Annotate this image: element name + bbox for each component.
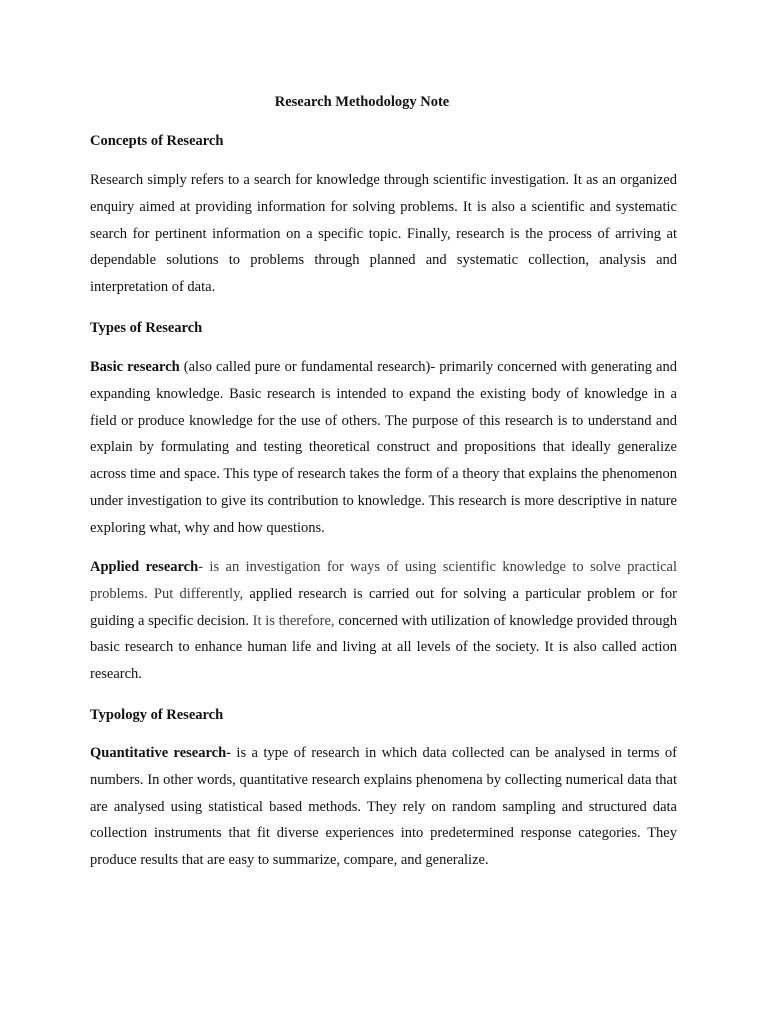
applied-research-text-3: It is therefore, (252, 612, 335, 629)
term-quantitative-research: Quantitative research- (90, 745, 231, 761)
heading-typology-of-research: Typology of Research (90, 707, 224, 723)
paragraph-quantitative-research (90, 740, 677, 874)
term-applied-research: Applied research (90, 559, 199, 575)
paragraph-basic-research (90, 354, 677, 542)
applied-research-text-4: concerned with utilization of knowledge provided through basic research to enhance human life and living at all levels of the society. It is also called action research. (90, 612, 677, 683)
quantitative-research-text: is a type of research in which data collected can be analysed in terms of numbers. In other words, quantitative research explains phenomena by collecting numerical data that are analysed using statistical based methods. They rely on random sampling and structured data collection instruments that fit diverse experiences into predetermined response categories. They produce results that are easy to summarize, compare, and generalize. (90, 745, 677, 869)
term-basic-research: Basic research (90, 359, 180, 375)
paragraph-applied-research (90, 554, 677, 688)
basic-research-text: (also called pure or fundamental research)- primarily concerned with generating and expanding knowledge. Basic research is intended to expand the existing body of knowledge in a field or produce knowledge for the use of others. The purpose of this research is to understand and explain by formulating and testing theoretical construct and propositions that ideally generalize across time and space. This type of research takes the form of a theory that explains the phenomenon under investigation to give its contribution to knowledge. This research is more descriptive in nature exploring what, why and how questions. (90, 359, 677, 536)
applied-research-text-1: - is an investigation for ways of using scientific knowledge to solve practical problems. Put differently, (90, 559, 677, 602)
paragraph-concepts: Research simply refers to a search for knowledge through scientific investigation. It as an organized enquiry aimed at providing information for solving problems. It is also a scientific and systematic search for pertinent information on a specific topic. Finally, research is the process of arriving at dependable solutions to problems through planned and systematic collection, analysis and interpretation of data. (90, 172, 677, 296)
heading-concepts-of-research: Concepts of Research (90, 133, 224, 149)
applied-research-text-2: applied research is carried out for solving a particular problem or for guiding a specific decision. (90, 585, 677, 629)
heading-types-of-research: Types of Research (90, 320, 203, 336)
document-title: Research Methodology Note (274, 94, 450, 110)
